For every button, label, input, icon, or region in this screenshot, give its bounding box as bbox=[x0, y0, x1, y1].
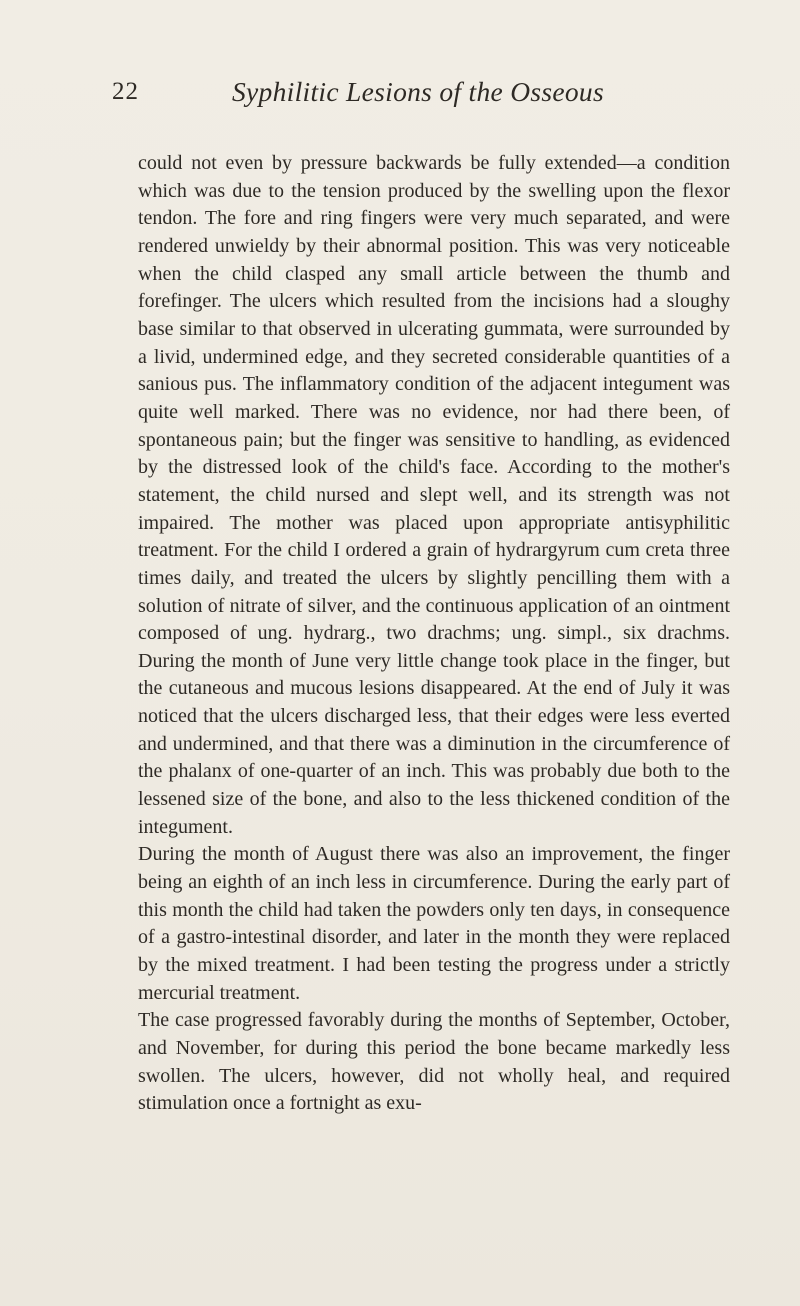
page-number: 22 bbox=[112, 78, 139, 105]
paragraph-august: During the month of August there was also an improvement, the finger being an eighth of an inch less in circumference. During the early part of this month the child had taken the powders only ten days, in consequence of a gastro-intestinal disorder, and later in the month they were replaced by the mixed treatment. I had been testing the progress under a strictly mercurial treatment. bbox=[138, 843, 730, 1004]
paragraph-continuation: could not even by pressure backwards be fully extended—a condition which was due to the tension produced by the swelling upon the flexor tendon. The fore and ring fingers were very much separated, and were rendered unwieldy by their abnormal position. This was very noticeable when the child clasped any small article between the thumb and forefinger. The ulcers which resulted from the incisions had a sloughy base similar to that observed in ulcerating gummata, were surrounded by a livid, undermined edge, and they secreted considerable quantities of a sanious pus. The inflammatory condition of the adjacent integument was quite well marked. There was no evidence, nor had there been, of spontaneous pain; but the finger was sensitive to handling, as evidenced by the distressed look of the child's face. According to the mother's statement, the child nursed and slept well, and its strength was not impaired. The mother was placed upon appropriate antisyphilitic treatment. For the child I ordered a grain of hydrargyrum cum creta three times daily, and treated the ulcers by slightly pencilling them with a solution of nitrate of silver, and the continuous application of an ointment composed of ung. hydrarg., two drachms; ung. simpl., six drachms. During the month of June very little change took place in the finger, but the cutaneous and mucous lesions disappeared. At the end of July it was noticed that the ulcers discharged less, that their edges were less everted and undermined, and that there was a diminution in the circumference of the phalanx of one-quarter of an inch. This was probably due both to the lessened size of the bone, and also to the less thickened condition of the integument. bbox=[138, 152, 730, 838]
body-text bbox=[138, 150, 730, 1118]
paragraph-progress: The case progressed favorably during the months of September, October, and November, for during this period the bone became markedly less swollen. The ulcers, however, did not wholly heal, and required stimulation once a fortnight as exu- bbox=[138, 1009, 730, 1115]
running-head: Syphilitic Lesions of the Osseous bbox=[232, 76, 604, 107]
page-header bbox=[112, 78, 732, 118]
